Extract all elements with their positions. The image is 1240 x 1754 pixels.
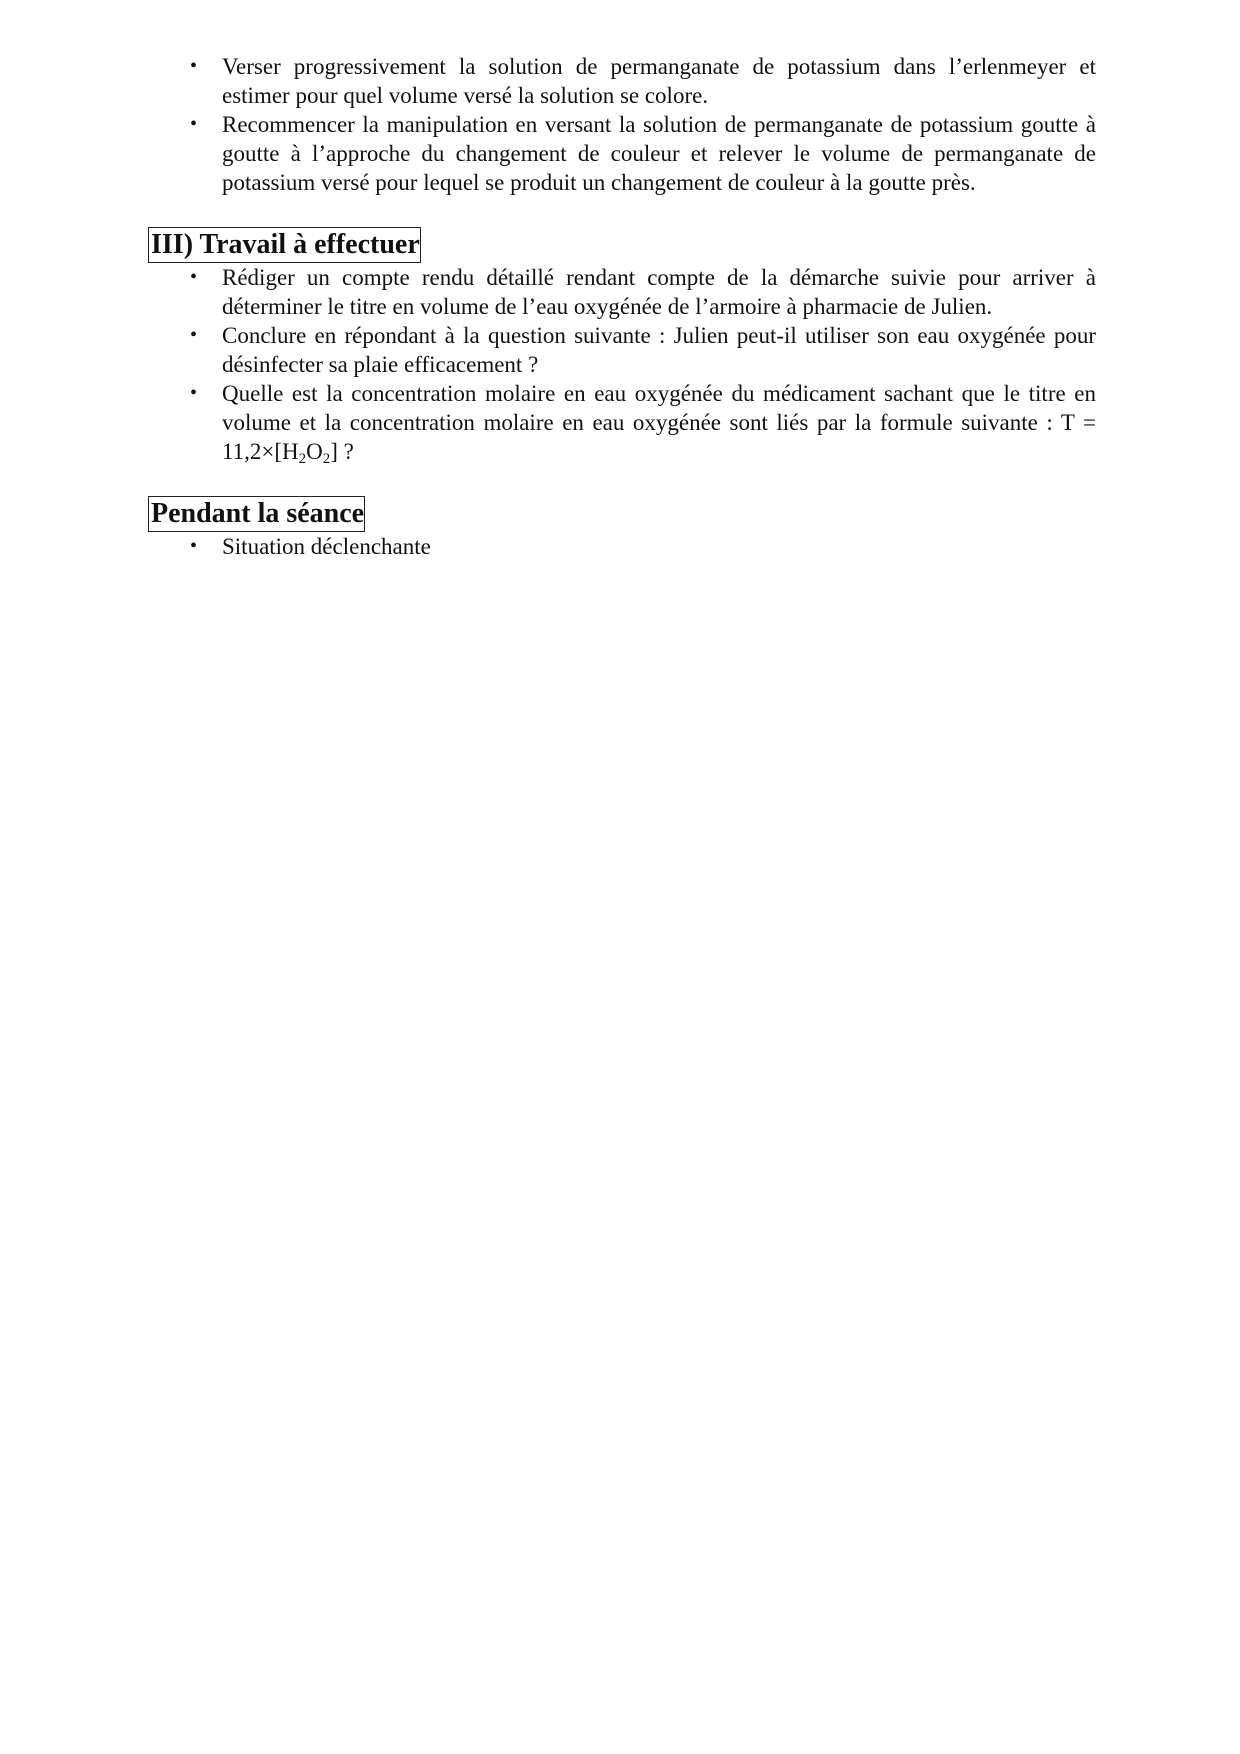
protocol-list: [148, 52, 1096, 197]
seance-list: [148, 532, 1096, 561]
list-item-text: Situation déclenchante: [222, 534, 431, 559]
section-heading-travail: III) Travail à effectuer: [148, 227, 421, 263]
bullet-icon: •: [190, 535, 198, 557]
list-item: [148, 379, 1096, 466]
bullet-icon: •: [190, 382, 198, 404]
travail-list: [148, 263, 1096, 466]
list-item: [148, 52, 1096, 110]
section-heading-seance: Pendant la séance: [148, 496, 365, 532]
bullet-icon: •: [190, 324, 198, 346]
list-item-text: Recommencer la manipulation en versant la solution de permanganate de potassium goutte à goutte à l’approche du changement de couleur et relever le volume de permanganate de potassium versé pour lequel se produit un changement de couleur à la goutte près.: [222, 112, 1096, 195]
list-item: [148, 532, 1096, 561]
list-item-text: Verser progressivement la solution de permanganate de potassium dans l’erlenmeyer et estimer pour quel volume versé la solution se colore.: [222, 54, 1096, 108]
list-item: [148, 321, 1096, 379]
subscript: 2: [322, 451, 331, 467]
list-item: [148, 110, 1096, 197]
bullet-icon: •: [190, 55, 198, 77]
bullet-icon: •: [190, 113, 198, 135]
document-page: [148, 52, 1096, 561]
formula-part: O: [306, 439, 323, 464]
list-item: [148, 263, 1096, 321]
formula-question: [222, 381, 1096, 467]
bullet-icon: •: [190, 266, 198, 288]
list-item-text: Conclure en répondant à la question suivante : Julien peut-il utiliser son eau oxygénée pour désinfecter sa plaie efficacement ?: [222, 323, 1096, 377]
list-item-text: Quelle est la concentration molaire en eau oxygénée du médicament sachant que le titre en volume et la concentration molaire en eau oxygénée sont liés par la formule suivante : T = 11,2×[H: [222, 381, 1096, 464]
list-item-text: Rédiger un compte rendu détaillé rendant compte de la démarche suivie pour arriver à déterminer le titre en volume de l’eau oxygénée de l’armoire à pharmacie de Julien.: [222, 265, 1096, 319]
subscript: 2: [298, 451, 307, 467]
formula-end: ] ?: [330, 439, 354, 464]
